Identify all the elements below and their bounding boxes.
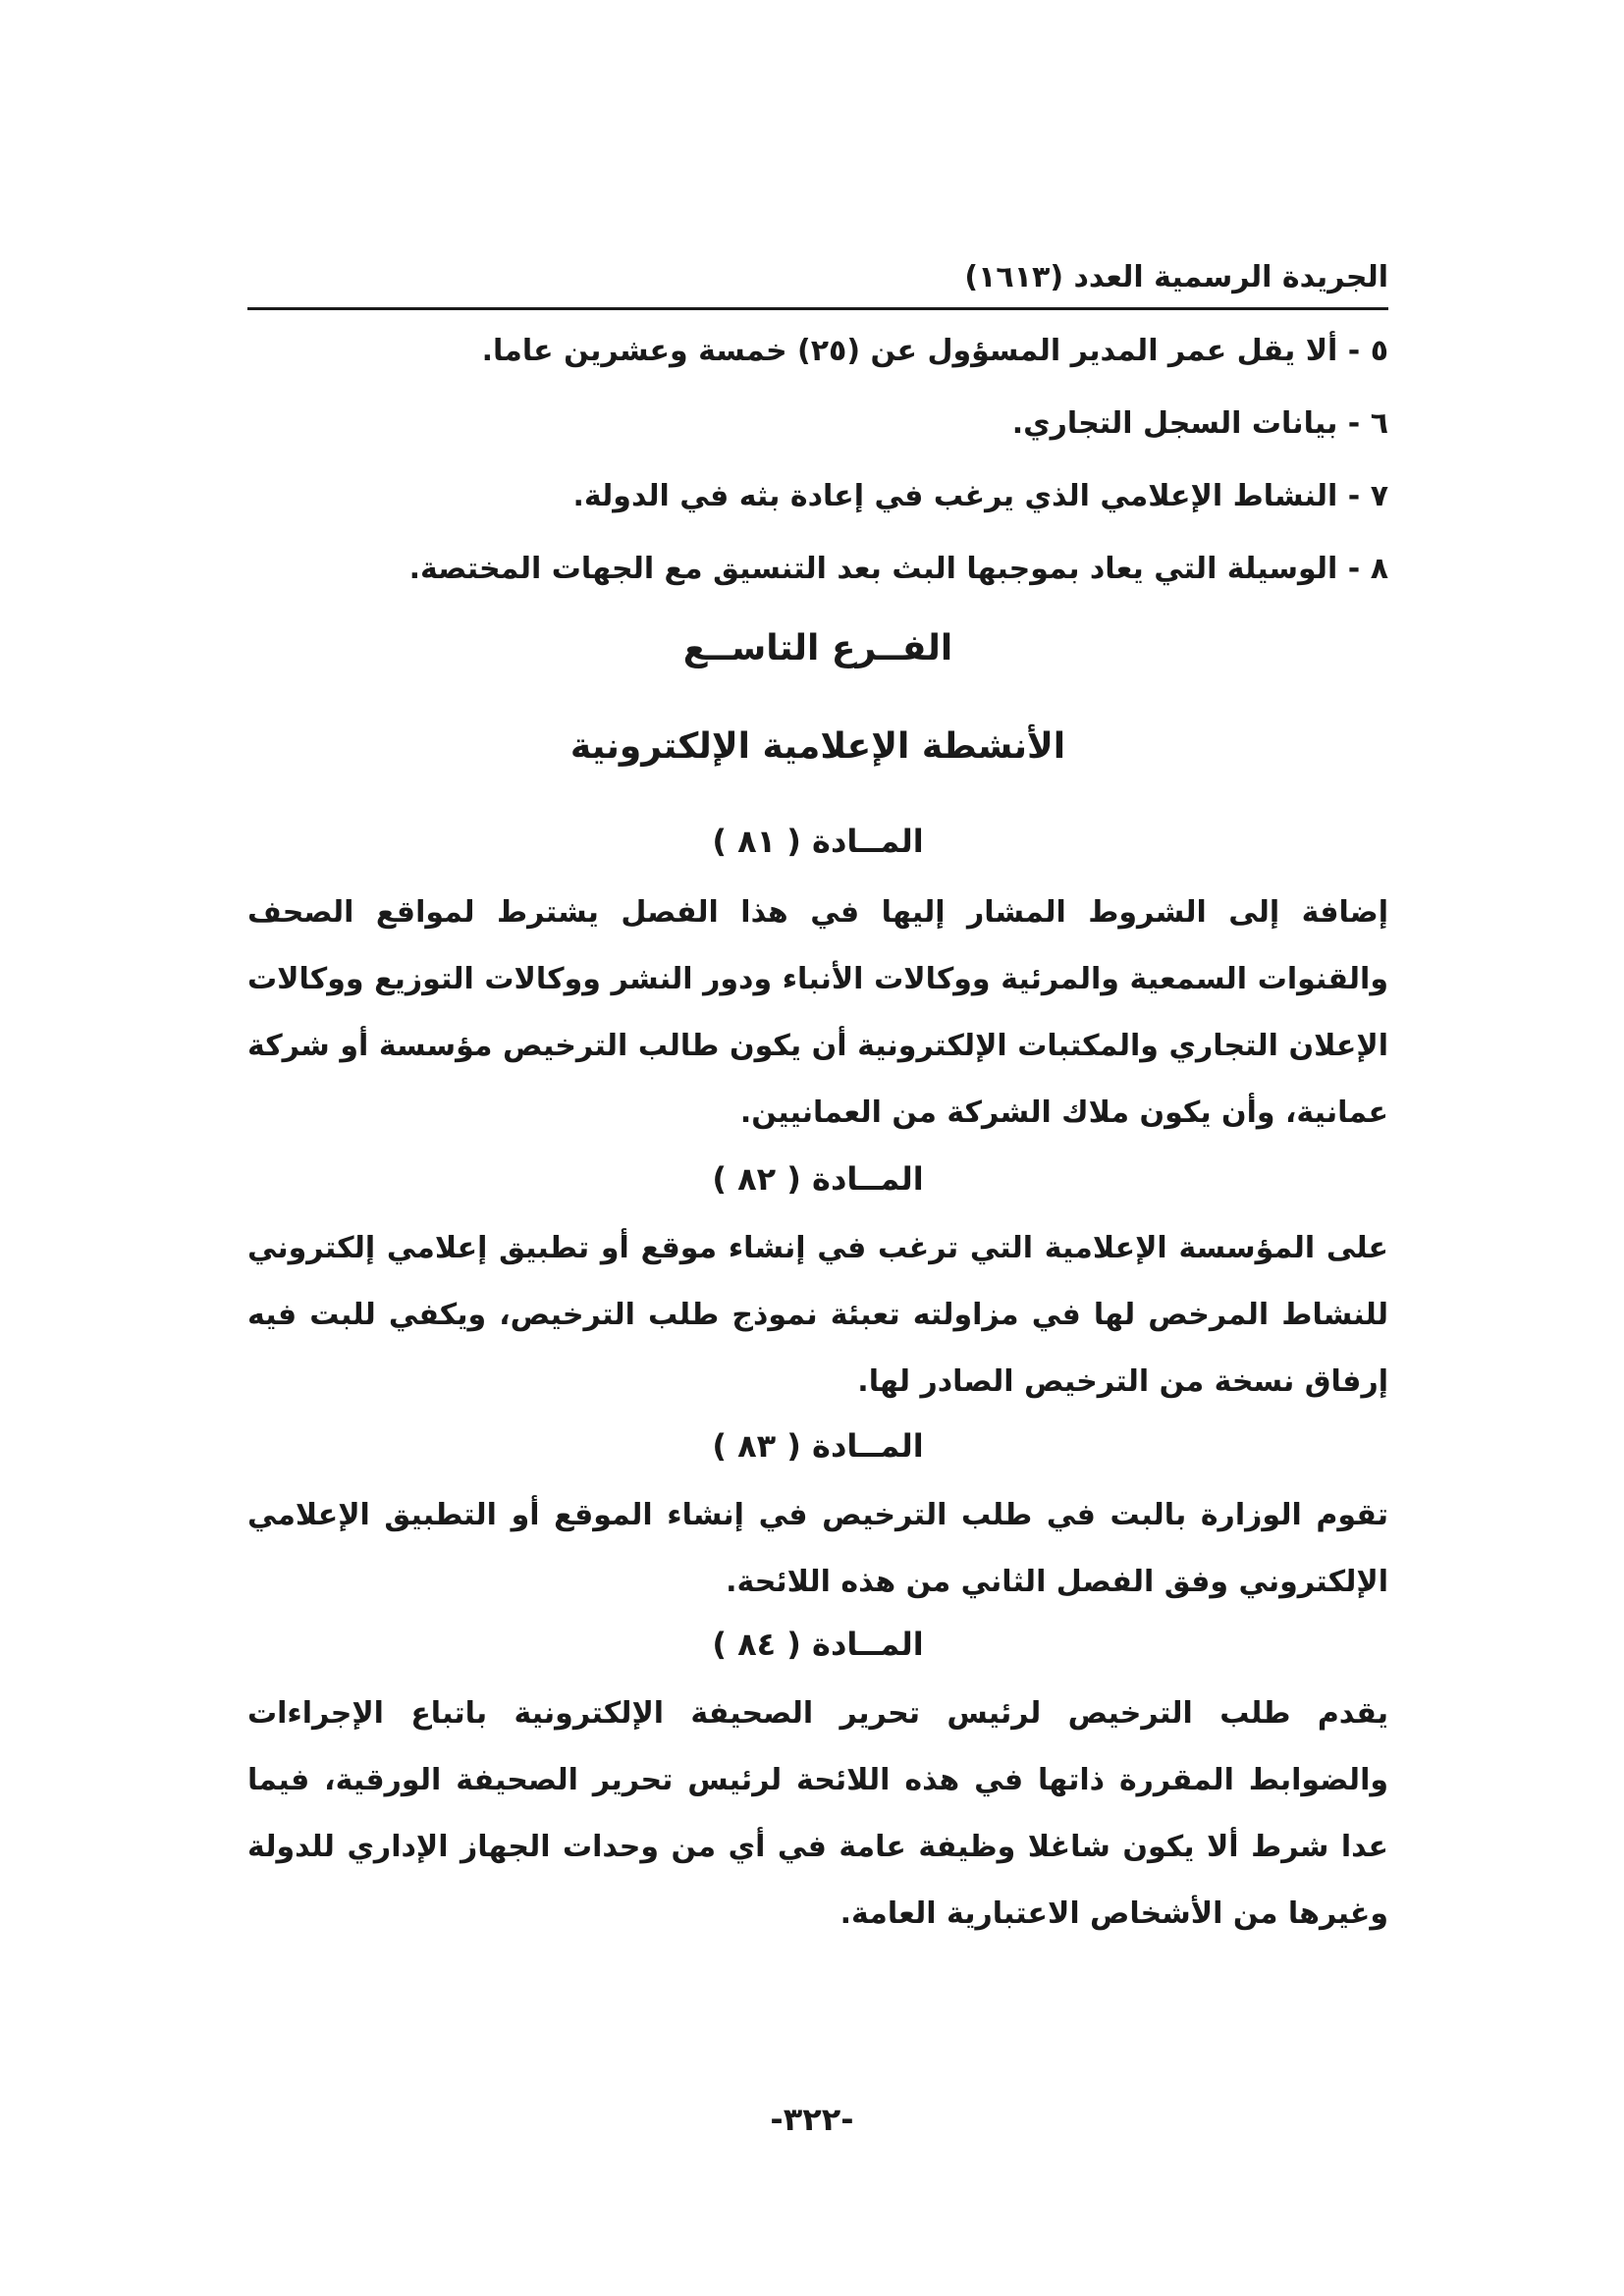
article-82-text: على المؤسسة الإعلامية التي ترغب في إنشاء موقع أو تطبيق إعلامي إلكتروني للنشاط المرخص لها في مزاولته تعبئة نموذج طلب الترخيص، ويكفي للبت فيه إرفاق نسخة من الترخيص الصادر لها. [247,1231,1388,1399]
condition-item: ٨ - الوسيلة التي يعاد بموجبها البث بعد التنسيق مع الجهات المختصة. [408,552,1388,586]
condition-item: ٦ - بيانات السجل التجاري. [1011,406,1388,441]
condition-item: ٥ - ألا يقل عمر المدير المسؤول عن (٢٥) خمسة وعشرين عاما. [481,334,1388,368]
article-84-title: المــادة ( ٨٤ ) [712,1626,924,1663]
branch-heading: الفــرع التاســع [682,628,953,668]
article-83-text: تقوم الوزارة بالبت في طلب الترخيص في إنشاء الموقع أو التطبيق الإعلامي الإلكتروني وفق الفصل الثاني من هذه اللائحة. [247,1498,1388,1599]
page-number: -٣٢٢- [770,2101,854,2138]
article-83-title: المــادة ( ٨٣ ) [712,1427,924,1465]
article-84-text: يقدم طلب الترخيص لرئيس تحرير الصحيفة الإلكترونية باتباع الإجراءات والضوابط المقررة ذاتها في هذه اللائحة لرئيس تحرير الصحيفة الورقية، فيما عدا شرط ألا يكون شاغلا وظيفة عامة في أي من وحدات الجهاز الإداري للدولة وغيرها من الأشخاص الاعتبارية العامة. [247,1696,1388,1931]
section-heading: الأنشطة الإعلامية الإلكترونية [569,726,1066,767]
article-82-title: المــادة ( ٨٢ ) [712,1160,924,1198]
gazette-header-title: الجريدة الرسمية العدد (١٦١٣) [964,260,1388,294]
header-divider [247,307,1388,310]
article-81-text: إضافة إلى الشروط المشار إليها في هذا الفصل يشترط لمواقع الصحف والقنوات السمعية والمرئية ووكالات الأنباء ودور النشر ووكالات التوزيع ووكالات الإعلان التجاري والمكتبات الإلكترونية أن يكون طالب الترخيص مؤسسة أو شركة عمانية، وأن يكون ملاك الشركة من العمانيين. [247,895,1388,1130]
condition-item: ٧ - النشاط الإعلامي الذي يرغب في إعادة بثه في الدولة. [572,479,1388,513]
article-81-title: المــادة ( ٨١ ) [712,823,924,860]
